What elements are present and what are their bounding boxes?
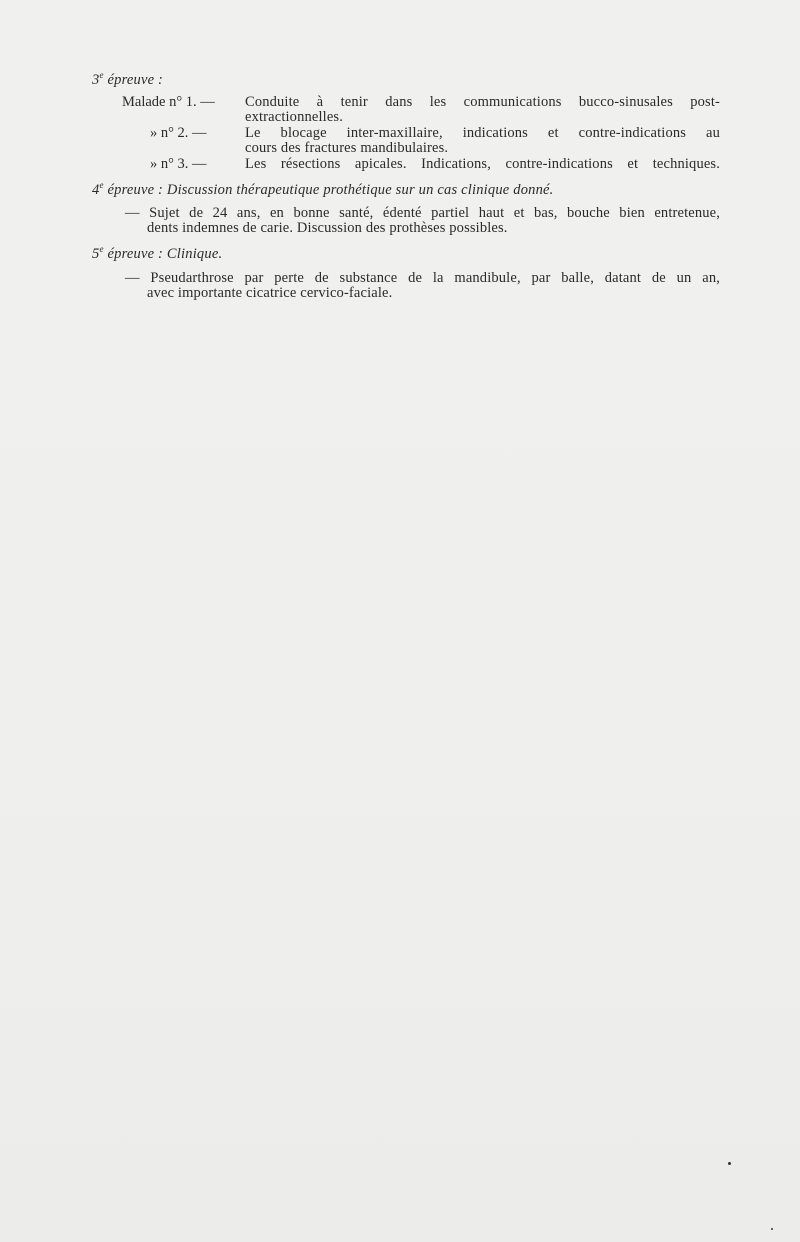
item-3-line-1: Les résections apicales. Indications, contre-indications et techniques. [245,156,720,172]
section-5-line-1: — Pseudarthrose par perte de substance de la mandibule, par balle, datant de un an, [125,270,720,286]
item-2-line-2: cours des fractures mandibulaires. [245,140,449,156]
section-4-number: 4 [92,182,100,198]
section-5-line-2: avec importante cicatrice cervico-faciale. [147,285,393,301]
item-1-label: Malade n° 1. — [122,94,215,110]
scan-speck [771,1228,773,1230]
section-4-line-2: dents indemnes de carie. Discussion des prothèses possibles. [147,220,508,236]
section-3-heading [92,72,163,89]
section-3-number: 3 [92,72,100,88]
section-4-title: épreuve : Discussion thérapeutique prothétique sur un cas clinique donné. [107,182,554,198]
item-2-line-1: Le blocage inter-maxillaire, indications et contre-indications au [245,125,720,141]
item-1-line-1: Conduite à tenir dans les communications bucco-sinusales post- [245,94,720,110]
item-2-label: » n° 2. — [150,125,207,141]
scan-speck [728,1162,731,1165]
section-4-sup: e [99,180,104,191]
section-3-title: épreuve : [107,72,164,88]
section-5-heading [92,246,222,263]
section-4-line-1: — Sujet de 24 ans, en bonne santé, édenté partiel haut et bas, bouche bien entretenue, [125,205,720,221]
section-4-heading [92,182,554,199]
item-3-label: » n° 3. — [150,156,207,172]
section-5-number: 5 [92,246,100,262]
item-1-line-2: extractionnelles. [245,109,343,125]
section-3-sup: e [99,70,104,81]
section-5-title: épreuve : Clinique. [107,246,223,262]
section-5-sup: e [99,244,104,255]
